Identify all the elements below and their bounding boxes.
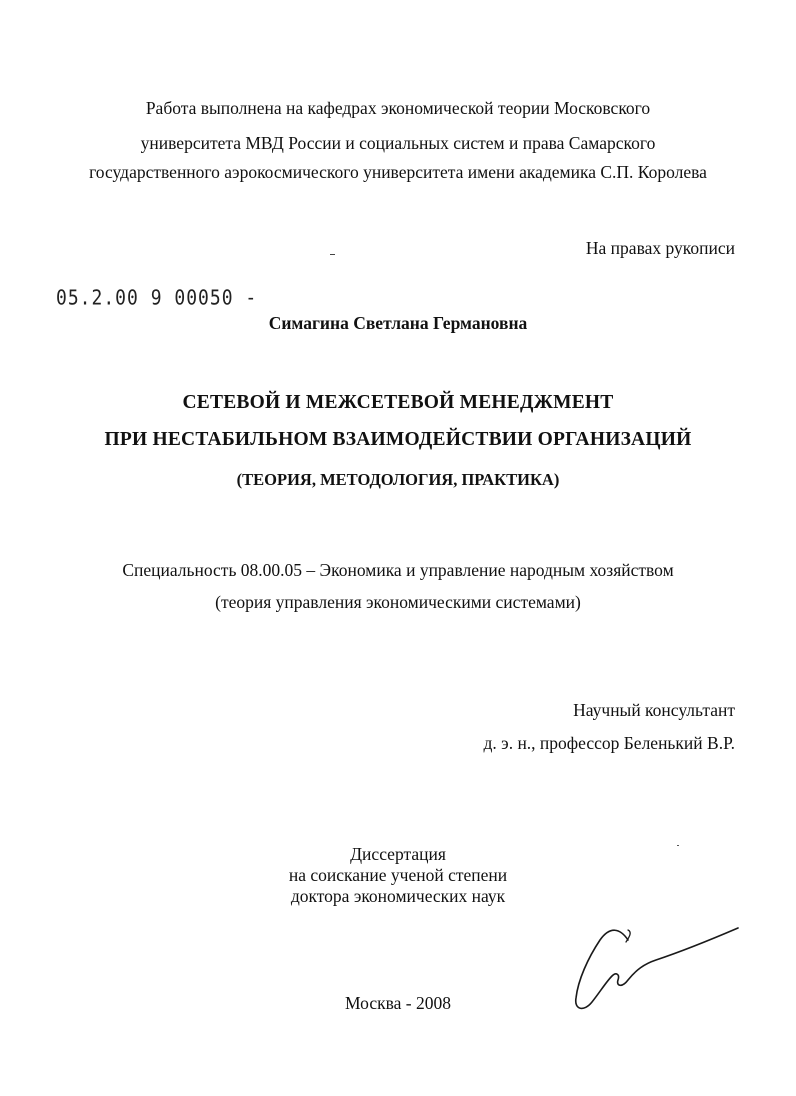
registration-stamp-number: 05.2.00 9 00050 - [56, 286, 258, 311]
dissertation-line-2: на соискание ученой степени [288, 865, 508, 885]
dissertation-line-3: доктора экономических наук [290, 886, 506, 906]
dissertation-line-1: Диссертация [350, 844, 446, 864]
header-line-1: Работа выполнена на кафедрах экономической теории Московского [145, 98, 651, 118]
consultant-label: Научный консультант [573, 700, 735, 720]
scan-mark [330, 254, 335, 255]
specialty-line-1: Специальность 08.00.05 – Экономика и управление народным хозяйством [122, 560, 674, 580]
author-name: Симагина Светлана Германовна [268, 313, 528, 333]
header-line-2: университета МВД России и социальных систем и права Самарского [140, 133, 656, 153]
title-line-2: ПРИ НЕСТАБИЛЬНОМ ВЗАИМОДЕЙСТВИИ ОРГАНИЗАЦИЙ [104, 429, 692, 450]
title-line-3: (ТЕОРИЯ, МЕТОДОЛОГИЯ, ПРАКТИКА) [236, 470, 560, 489]
place-year: Москва - 2008 [345, 993, 451, 1013]
rights-note: На правах рукописи [585, 238, 735, 258]
consultant-name: д. э. н., профессор Беленький В.Р. [483, 733, 735, 753]
title-line-1: СЕТЕВОЙ И МЕЖСЕТЕВОЙ МЕНЕДЖМЕНТ [182, 392, 614, 413]
header-line-3: государственного аэрокосмического университета имени академика С.П. Королева [89, 162, 707, 182]
specialty-line-2: (теория управления экономическими системами) [215, 592, 581, 612]
